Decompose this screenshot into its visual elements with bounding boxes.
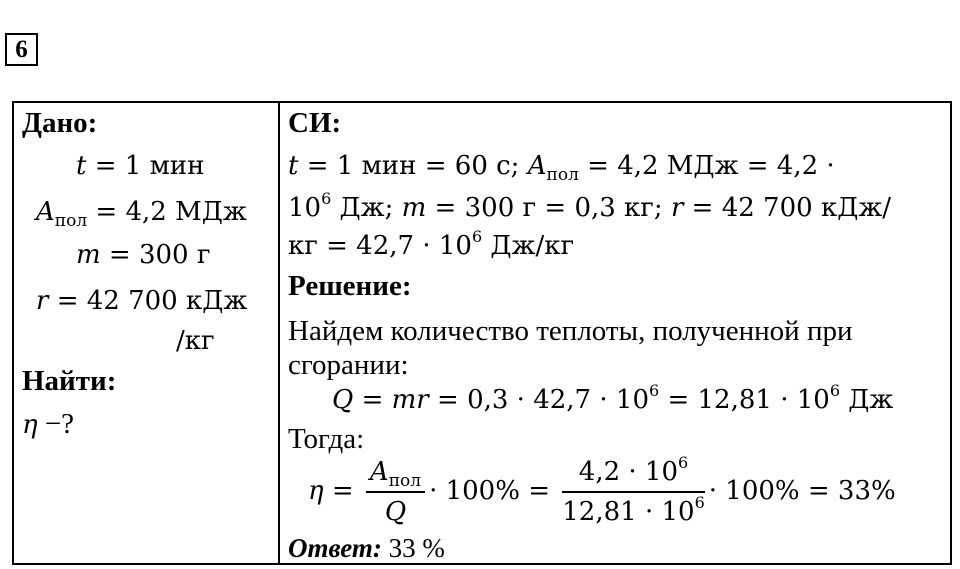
- given-r: r = 42 700 кДж: [36, 286, 248, 316]
- si-header: СИ:: [288, 107, 342, 139]
- solution-text-1: Найдем количество теплоты, полученной при: [288, 315, 853, 347]
- find-header: Найти:: [22, 365, 117, 397]
- si-line-3: кг = $42,7 \cdot 10^6$ Дж/кг: [288, 227, 575, 261]
- given-a-useful: $A_{пол} = 4,2$ МДж: [36, 197, 247, 231]
- efficiency-formula: η = $\frac{A_{пол}}{Q}$ · 100% = $\frac{4,2 \cdot 10^6}{12,81 \cdot 10^6}$ · 100% = 33%: [308, 453, 896, 531]
- fraction-useful-over-q: $\frac{A_{пол}}{Q}$: [366, 453, 425, 531]
- given-column: [13, 102, 279, 564]
- then-text: Тогда:: [288, 423, 365, 455]
- given-m: m = 300 г: [76, 240, 211, 270]
- solution-text-2: сгорании:: [288, 349, 409, 381]
- find-eta: η −?: [22, 408, 75, 440]
- given-r-unit: /кг: [176, 326, 215, 356]
- si-line-2: $10^6$ Дж; m = 300 г = 0,3 кг; r = 42 700 кДж/: [288, 189, 892, 223]
- fraction-numbers: $\frac{4,2 \cdot 10^6}{12,81 \cdot 10^6}$: [562, 453, 705, 527]
- given-t: t = 1 мин: [76, 151, 205, 181]
- task-table: [12, 101, 952, 565]
- solution-column: [279, 102, 951, 564]
- si-line-1: t = 1 мин = 60 с; $A_{пол} = 4,2$ МДж = 4,2 ·: [288, 151, 835, 185]
- task-number: 6: [5, 33, 38, 66]
- answer: Ответ: 33 %: [288, 533, 445, 563]
- given-header: Дано:: [22, 107, 98, 139]
- heat-formula: Q = mr = $0,3 \cdot 42,7 \cdot 10^6 = 12,81 \cdot 10^6$ Дж: [332, 381, 894, 415]
- solution-header: Решение:: [288, 270, 412, 302]
